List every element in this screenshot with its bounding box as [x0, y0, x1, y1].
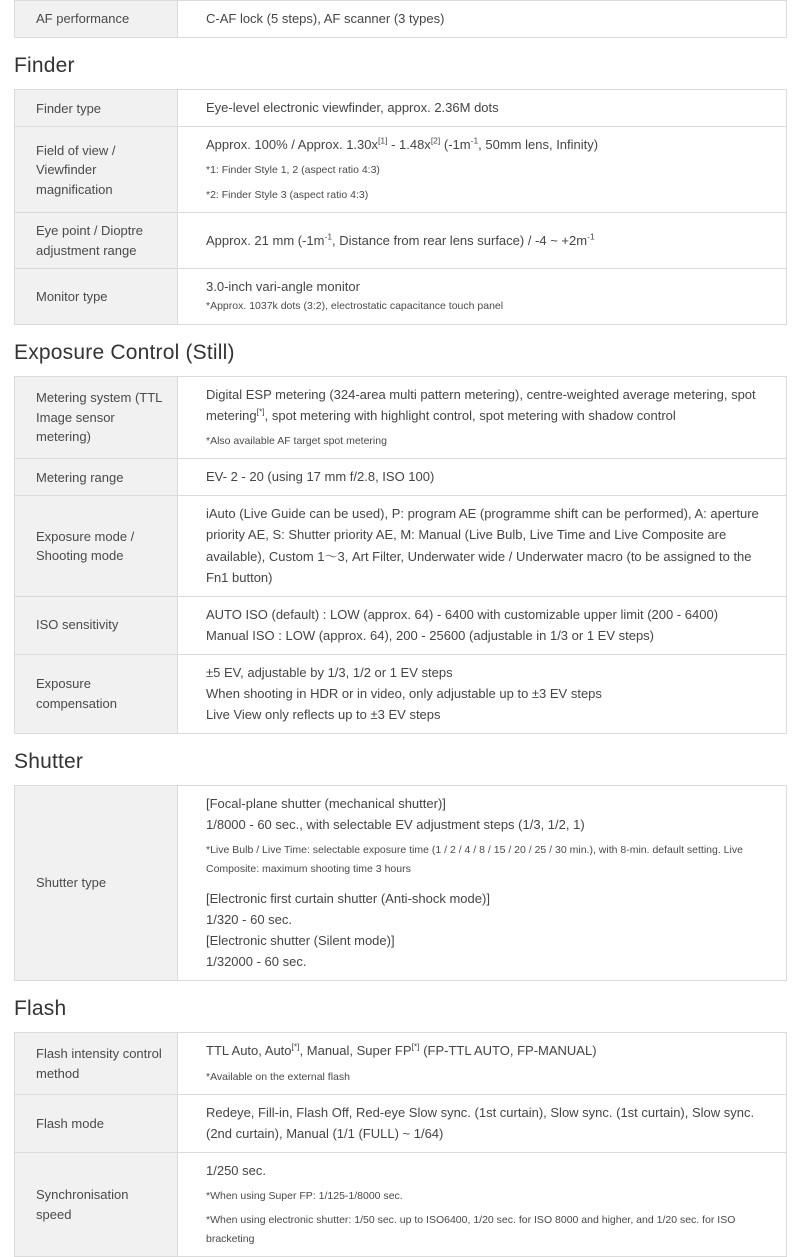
- table-row: [15, 458, 786, 495]
- spec-label-cell: [15, 377, 178, 458]
- spec-value-text: EV- 2 - 20 (using 17 mm f/2.8, ISO 100): [206, 469, 435, 485]
- footnote-text: *Available on the external flash: [206, 1070, 350, 1083]
- table-row: [15, 786, 786, 980]
- spec-value-text: C-AF lock (5 steps), AF scanner (3 types): [206, 11, 445, 26]
- superscript-note: [1]: [378, 136, 388, 147]
- spec-table: [14, 1032, 787, 1257]
- spec-label-cell: [15, 1095, 178, 1152]
- spec-label-cell: [15, 597, 178, 654]
- table-row: [15, 126, 786, 212]
- footnote-text: *When using Super FP: 1/125-1/8000 sec.: [206, 1190, 403, 1203]
- spec-value-text: Approx. 100% / Approx. 1.30x[1] - 1.48x[2] ($-1m^{-1}$, 50mm lens, Infinity): [206, 136, 599, 153]
- spec-value-text: iAuto (Live Guide can be used), P: program AE (programme shift can be performed), A: aperture priority AE, S: Shutter priority AE, M: Manual (Live Bulb, Live Time and Live Composite are available), Custom 1〜3, Art Filter, Underwater wide / Underwater macro (to be assigned to the Fn1 button): [206, 506, 759, 585]
- spec-label-text: Synchronisation speed: [36, 1187, 129, 1222]
- table-row: [15, 1094, 786, 1152]
- spec-value-cell: [178, 377, 786, 458]
- spec-label-text: Metering system (TTL Image sensor metering): [36, 390, 162, 445]
- spec-label-text: Exposure mode / Shooting mode: [36, 528, 135, 564]
- table-row: [15, 654, 786, 733]
- spec-label-cell: [15, 269, 178, 323]
- footnote-text: *Also available AF target spot metering: [206, 435, 387, 447]
- spec-label-text: Flash mode: [36, 1115, 104, 1131]
- spec-label-cell: [15, 127, 178, 212]
- table-row: [15, 90, 786, 126]
- footnote-text: *When using electronic shutter: 1/50 sec. up to ISO6400, 1/20 sec. for ISO 8000 and higher, and 1/20 sec. for ISO bracketing: [206, 1214, 736, 1245]
- spec-value-text: [Electronic first curtain shutter (Anti-shock mode)] 1/320 - 60 sec. [Electronic shutter (Silent mode)] 1/32000 - 60 sec.: [206, 890, 490, 970]
- section-heading: Exposure Control (Still): [14, 340, 235, 364]
- spec-value-cell: [178, 90, 786, 126]
- spec-table: [14, 376, 787, 734]
- footnote-text: *2: Finder Style 3 (aspect ratio 4:3): [206, 188, 369, 201]
- spec-value-text: AUTO ISO (default) : LOW (approx. 64) - 6400 with customizable upper limit (200 - 6400) Manual ISO : LOW (approx. 64), 200 - 25600 (adjustable in 1/3 or 1 EV steps): [206, 606, 719, 643]
- spec-value-text: 3.0-inch vari-angle monitor: [206, 279, 360, 295]
- spec-label-cell: [15, 496, 178, 595]
- spec-value-cell: [178, 786, 786, 980]
- superscript-note: -1: [470, 136, 479, 147]
- spec-value-cell: [178, 1153, 786, 1256]
- table-row: [15, 1033, 786, 1093]
- spec-label-text: Field of view / Viewfinder magnification: [36, 142, 116, 197]
- spec-value-cell: [178, 1095, 786, 1152]
- spec-value-text: Digital ESP metering (324-area multi pattern metering), centre-weighted average metering, spot metering[*], spot metering with highlight control, spot metering with shadow control: [206, 386, 756, 423]
- spec-table: [14, 0, 787, 38]
- spec-table: [14, 785, 787, 981]
- footnote-text: *Approx. 1037k dots (3:2), electrostatic capacitance touch panel: [206, 300, 504, 313]
- superscript-note: [2]: [430, 136, 441, 147]
- table-row: [15, 377, 786, 458]
- table-row: [15, 1, 786, 37]
- spec-value-cell: [178, 1033, 786, 1093]
- spec-value-cell: [178, 127, 786, 212]
- spec-value-text: [Focal-plane shutter (mechanical shutter)] 1/8000 - 60 sec., with selectable EV adjustment steps (1/3, 1/2, 1): [206, 796, 585, 833]
- section-heading: Shutter: [14, 749, 84, 773]
- spec-label-cell: [15, 1, 178, 37]
- spec-value-text: Approx. 21 mm ($-1m^{-1}$, Distance from rear lens surface) / -4 ~ $+2m^{-1}$: [206, 231, 595, 248]
- spec-value-text: TTL Auto, Auto[*], Manual, Super FP[*] (FP-TTL AUTO, FP-MANUAL): [206, 1042, 597, 1059]
- spec-label-cell: [15, 213, 178, 268]
- spec-label-cell: [15, 459, 178, 495]
- spec-label-cell: [15, 90, 178, 126]
- superscript-note: [*]: [291, 1042, 300, 1053]
- table-row: [15, 212, 786, 268]
- spec-label-text: Eye point / Dioptre adjustment range: [36, 223, 143, 258]
- spec-value-text: ±5 EV, adjustable by 1/3, 1/2 or 1 EV steps When shooting in HDR or in video, only adjustable up to ±3 EV steps Live View only reflects up to ±3 EV steps: [206, 664, 602, 722]
- spec-label-text: Exposure compensation: [36, 676, 117, 711]
- table-row: [15, 596, 786, 654]
- spec-label-cell: [15, 786, 178, 980]
- footnote-text: *1: Finder Style 1, 2 (aspect ratio 4:3): [206, 164, 380, 177]
- spec-table: [14, 89, 787, 324]
- spec-label-cell: [15, 655, 178, 733]
- table-row: [15, 495, 786, 595]
- spec-value-text: Redeye, Fill-in, Flash Off, Red-eye Slow sync. (1st curtain), Slow sync. (1st curtain), Slow sync. (2nd curtain), Manual (1/1 (FULL) ~ 1/64): [206, 1104, 755, 1141]
- spec-label-cell: [15, 1153, 178, 1256]
- superscript-note: [*]: [411, 1042, 420, 1053]
- spec-label-text: Metering range: [36, 469, 124, 485]
- spec-label-text: Shutter type: [36, 875, 107, 891]
- spec-value-cell: [178, 597, 786, 654]
- table-row: [15, 1152, 786, 1256]
- spec-label-cell: [15, 1033, 178, 1093]
- spec-value-cell: [178, 269, 786, 323]
- spec-label-text: AF performance: [36, 11, 130, 27]
- spec-label-text: Finder type: [36, 100, 102, 116]
- table-row: [15, 268, 786, 323]
- spec-label-text: Flash intensity control method: [36, 1046, 162, 1081]
- spec-value-cell: [178, 496, 786, 595]
- spec-label-text: ISO sensitivity: [36, 617, 119, 633]
- spec-value-cell: [178, 459, 786, 495]
- superscript-note: [*]: [256, 406, 265, 417]
- spec-value-cell: [178, 1, 786, 37]
- spec-value-cell: [178, 655, 786, 733]
- footnote-text: *Live Bulb / Live Time: selectable exposure time (1 / 2 / 4 / 8 / 15 / 20 / 25 / 30 min.), with 8-min. default setting. Live Composite: maximum shooting time 3 hours: [206, 844, 743, 875]
- spec-value-text: Eye-level electronic viewfinder, approx. 2.36M dots: [206, 100, 499, 116]
- spec-value-text: 1/250 sec.: [206, 1162, 266, 1178]
- spec-label-text: Monitor type: [36, 288, 108, 304]
- section-heading: Finder: [14, 54, 75, 78]
- spec-value-cell: [178, 213, 786, 268]
- section-heading: Flash: [14, 997, 67, 1021]
- superscript-note: -1: [587, 231, 595, 242]
- superscript-note: -1: [324, 231, 333, 242]
